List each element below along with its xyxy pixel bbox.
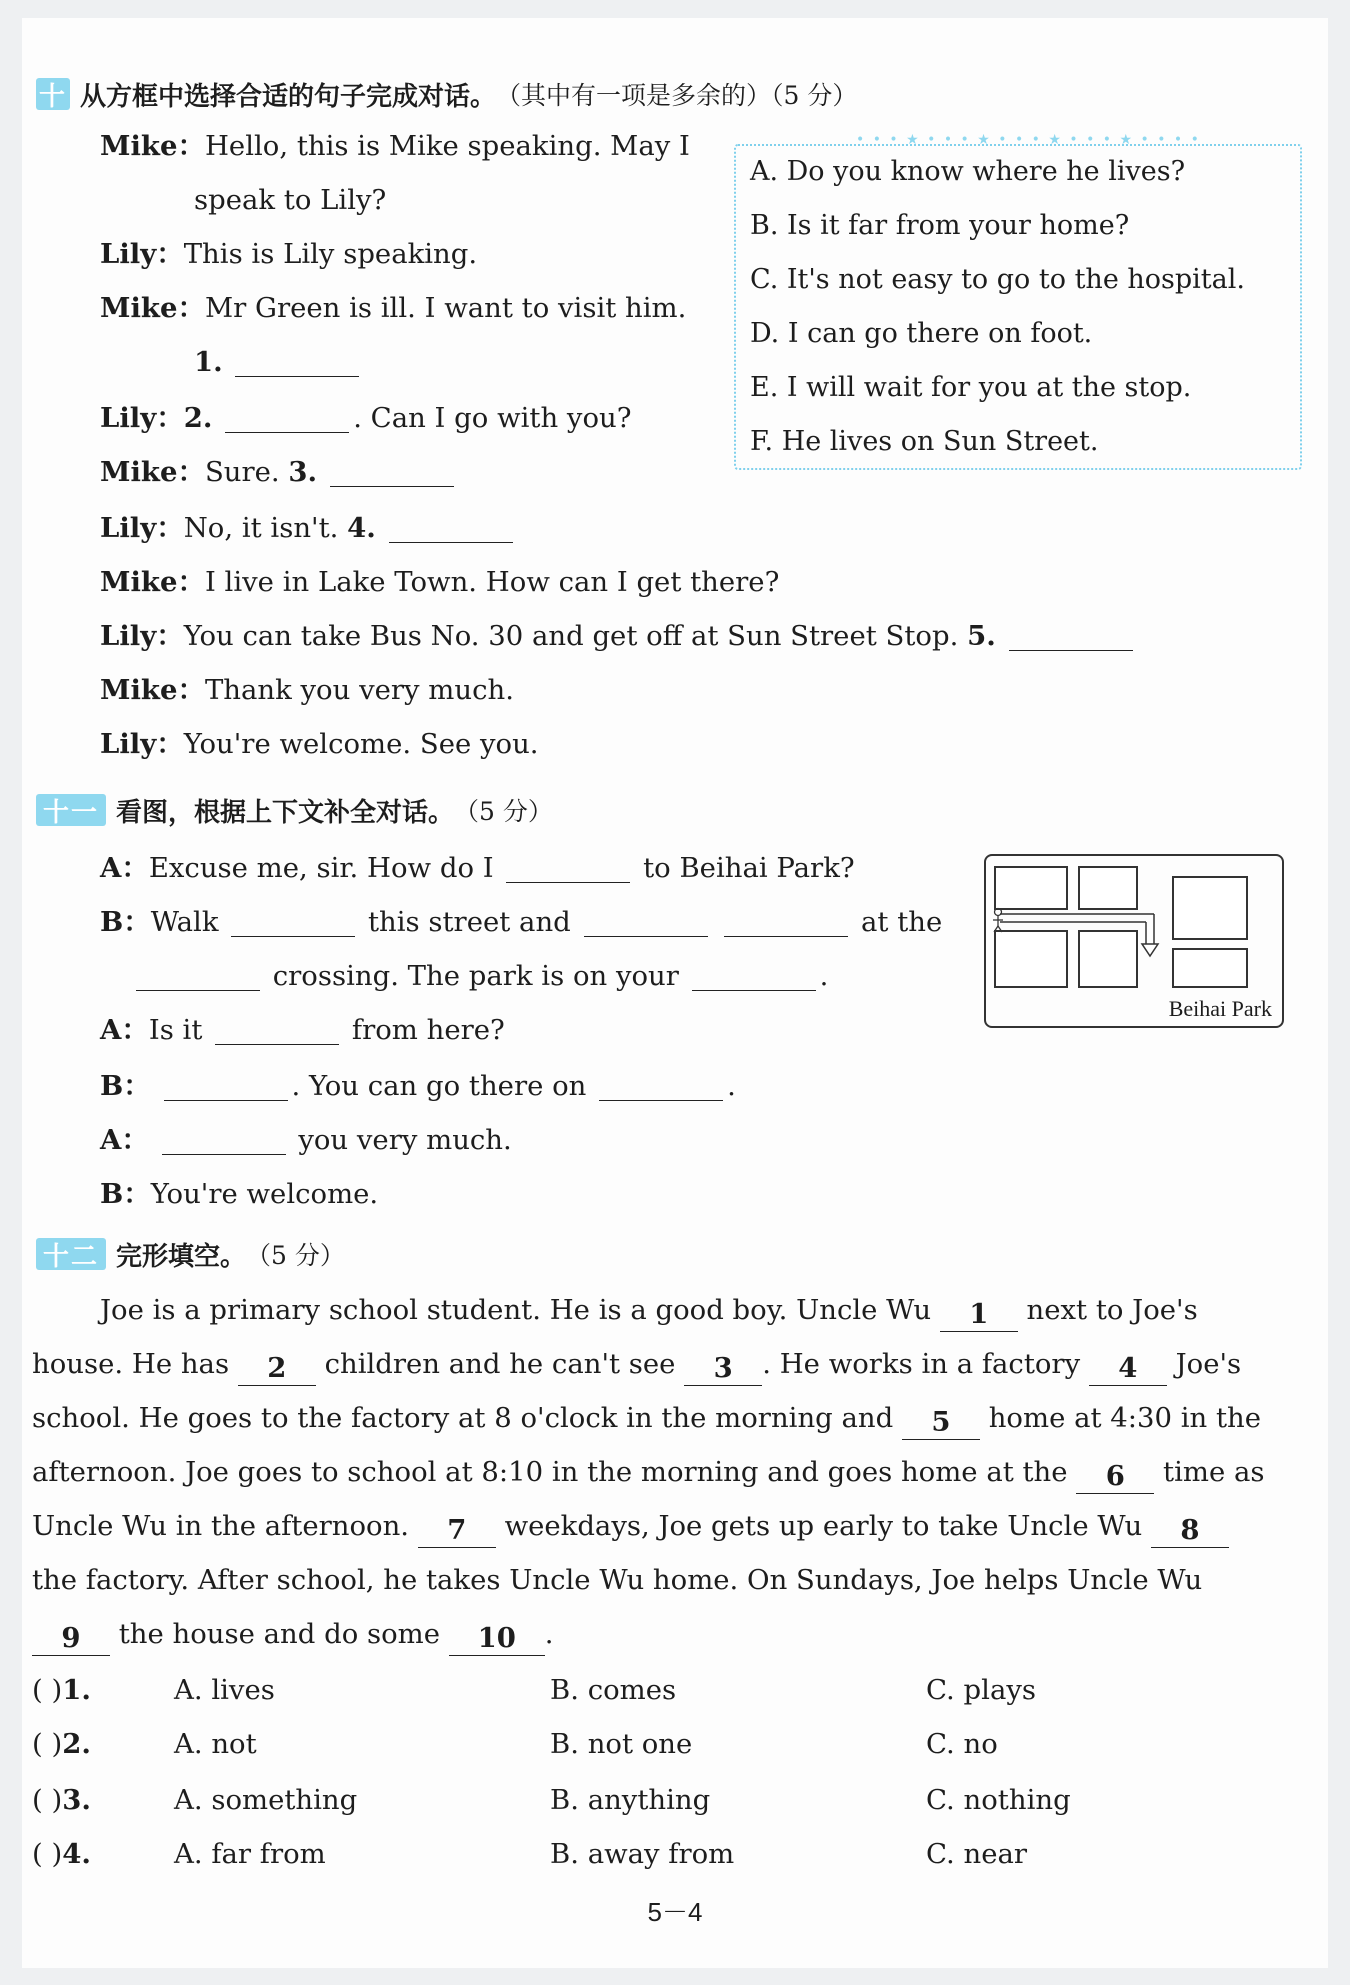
answer-paren[interactable]: ( )	[32, 1674, 63, 1706]
dialogue-text: Mr Green is ill. I want to visit him.	[204, 292, 687, 324]
decorative-stars: • • • ★ • • • ★ • • • ★ • • • ★ • • • •	[856, 132, 1201, 148]
cloze-blank[interactable]: 3	[684, 1353, 762, 1386]
speaker: Lily：	[100, 728, 184, 760]
dialogue-line	[100, 616, 1137, 656]
cloze-blank[interactable]: 8	[1151, 1515, 1229, 1548]
answer-paren[interactable]: ( )	[32, 1784, 63, 1816]
passage-line	[32, 1614, 554, 1656]
section-title: 完形填空。	[116, 1241, 247, 1272]
dialogue-line	[100, 452, 458, 492]
section-note: （其中有一项是多余的）（5 分）	[496, 81, 858, 110]
question-number: 1.	[194, 346, 223, 378]
dialogue-line	[100, 398, 631, 438]
speaker: Lily：	[100, 402, 184, 434]
option-a: A. Do you know where he lives?	[750, 156, 1186, 187]
section-note: （5 分）	[454, 797, 553, 826]
dialogue-text: You're welcome. See you.	[183, 728, 539, 760]
answer-blank[interactable]	[506, 852, 630, 883]
speaker: B：	[100, 1178, 151, 1210]
passage-text: school. He goes to the factory at 8 o'clock in the morning and	[32, 1402, 894, 1434]
answer-blank-3[interactable]	[330, 456, 454, 487]
passage-text: the house and do some	[118, 1618, 441, 1650]
passage-line	[32, 1398, 1261, 1440]
passage-line	[32, 1452, 1265, 1494]
option-b: B. Is it far from your home?	[750, 210, 1130, 241]
speaker: Mike：	[100, 292, 205, 324]
dialogue-line	[100, 508, 517, 548]
dialogue-line	[194, 180, 386, 220]
dialogue-text: Sure.	[204, 456, 280, 488]
choice-c: C. plays	[926, 1674, 1036, 1706]
cloze-blank[interactable]: 5	[902, 1407, 980, 1440]
passage-text: Joe's	[1175, 1348, 1242, 1380]
question-row	[32, 1670, 91, 1710]
dialogue-text: No, it isn't.	[183, 512, 339, 544]
dialogue-text: .	[727, 1070, 736, 1102]
option-box	[734, 132, 1302, 470]
dialogue-text: . Can I go with you?	[353, 402, 632, 434]
passage-text: Uncle Wu in the afternoon.	[32, 1510, 410, 1542]
cloze-blank[interactable]: 4	[1089, 1353, 1167, 1386]
question-number: 1.	[62, 1674, 91, 1706]
dialogue-line	[100, 670, 514, 710]
option-f: F. He lives on Sun Street.	[750, 426, 1099, 457]
dialogue-text: this street and	[367, 906, 571, 938]
passage-text: the factory. After school, he takes Uncle Wu home. On Sundays, Joe helps Uncle Wu	[32, 1564, 1203, 1596]
choice-c: C. near	[926, 1838, 1028, 1870]
dialogue-line	[100, 724, 539, 764]
dialogue-text: You're welcome.	[150, 1178, 379, 1210]
question-row	[32, 1780, 91, 1820]
choice-a: A. something	[174, 1784, 358, 1816]
speaker: Mike：	[100, 566, 205, 598]
question-number: 3.	[288, 456, 318, 488]
dialogue-text: Excuse me, sir. How do I	[148, 852, 494, 884]
option-d: D. I can go there on foot.	[750, 318, 1093, 349]
dialogue-text: Hello, this is Mike speaking. May I	[204, 130, 690, 162]
dialogue-line	[100, 1066, 736, 1106]
cloze-blank[interactable]: 10	[449, 1623, 545, 1656]
question-number: 5.	[967, 620, 996, 652]
speaker: Mike：	[100, 456, 205, 488]
choice-b: B. away from	[550, 1838, 735, 1870]
answer-blank[interactable]	[164, 1070, 288, 1101]
cloze-blank[interactable]: 1	[940, 1299, 1018, 1332]
answer-blank[interactable]	[231, 906, 355, 937]
passage-line	[32, 1344, 1241, 1386]
dialogue-text: This is Lily speaking.	[183, 238, 478, 270]
answer-blank[interactable]	[162, 1124, 286, 1155]
section-12-header	[36, 1234, 345, 1274]
option-c: C. It's not easy to go to the hospital.	[750, 264, 1245, 295]
passage-line	[100, 1290, 1198, 1332]
passage-text: home at 4:30 in the	[988, 1402, 1262, 1434]
passage-text: house. He has	[32, 1348, 230, 1380]
answer-blank[interactable]	[599, 1070, 723, 1101]
section-number-badge: 十	[36, 78, 70, 110]
answer-blank-4[interactable]	[389, 512, 513, 543]
section-11-header	[36, 790, 553, 830]
dialogue-text: from here?	[351, 1014, 505, 1046]
question-row	[32, 1834, 91, 1874]
passage-text: weekdays, Joe gets up early to take Uncle Wu	[504, 1510, 1143, 1542]
dialogue-line	[132, 956, 828, 996]
section-number-badge: 十二	[36, 1238, 106, 1270]
section-10-header	[36, 74, 857, 114]
answer-blank[interactable]	[724, 906, 848, 937]
dialogue-text: . You can go there on	[291, 1070, 587, 1102]
dialogue-line	[100, 902, 942, 942]
worksheet-page	[22, 18, 1328, 1968]
passage-text: .	[544, 1618, 554, 1650]
speaker: A：	[100, 852, 149, 884]
cloze-blank[interactable]: 6	[1076, 1461, 1154, 1494]
answer-blank[interactable]	[584, 906, 708, 937]
dialogue-line	[100, 1010, 505, 1050]
choice-b: B. not one	[550, 1728, 693, 1760]
passage-text: . He works in a factory	[762, 1348, 1081, 1380]
passage-text: time as	[1163, 1456, 1265, 1488]
map-label: Beihai Park	[1168, 996, 1272, 1021]
passage-text: next to Joe's	[1026, 1294, 1198, 1326]
speaker: Lily：	[100, 238, 184, 270]
answer-blank[interactable]	[136, 960, 260, 991]
passage-text: afternoon. Joe goes to school at 8:10 in the morning and goes home at the	[32, 1456, 1068, 1488]
dialogue-text: .	[819, 960, 829, 992]
dialogue-line	[100, 1120, 512, 1160]
speaker: B：	[100, 1070, 151, 1102]
speaker: B：	[100, 906, 151, 938]
section-title: 看图，根据上下文补全对话。	[116, 797, 455, 828]
speaker: Mike：	[100, 130, 205, 162]
cloze-blank[interactable]: 7	[418, 1515, 496, 1548]
dialogue-text: speak to Lily?	[194, 184, 387, 216]
choice-c: C. nothing	[926, 1784, 1071, 1816]
option-e: E. I will wait for you at the stop.	[750, 372, 1192, 403]
passage-text: Joe is a primary school student. He is a good boy. Uncle Wu	[100, 1294, 932, 1326]
dialogue-text: to Beihai Park?	[643, 852, 855, 884]
answer-blank[interactable]	[215, 1014, 339, 1045]
choice-b: B. anything	[550, 1784, 711, 1816]
question-row	[32, 1724, 91, 1764]
answer-blank[interactable]	[692, 960, 816, 991]
section-note: （5 分）	[246, 1241, 345, 1270]
speaker: A：	[100, 1124, 149, 1156]
answer-blank-1[interactable]	[235, 346, 359, 377]
choice-a: A. far from	[174, 1838, 326, 1870]
choice-c: C. no	[926, 1728, 998, 1760]
section-title: 从方框中选择合适的句子完成对话。	[80, 81, 497, 112]
speaker: Lily：	[100, 620, 184, 652]
speaker: A：	[100, 1014, 149, 1046]
speaker: Mike：	[100, 674, 205, 706]
choice-a: A. not	[174, 1728, 257, 1760]
cloze-blank[interactable]: 2	[238, 1353, 316, 1386]
question-number: 4.	[347, 512, 376, 544]
page-number: 5－4	[647, 1897, 703, 1927]
dialogue-text: crossing. The park is on your	[272, 960, 679, 992]
dialogue-text: Walk	[150, 906, 219, 938]
dialogue-text: You can take Bus No. 30 and get off at Sun Street Stop.	[183, 620, 959, 652]
passage-line	[32, 1506, 1229, 1548]
dialogue-line	[194, 342, 363, 382]
dialogue-line	[100, 1174, 378, 1214]
dialogue-line	[100, 234, 477, 274]
cloze-blank[interactable]: 9	[32, 1623, 110, 1656]
dialogue-text: I live in Lake Town. How can I get there?	[204, 566, 780, 598]
speaker: Lily：	[100, 512, 184, 544]
question-number: 2.	[62, 1728, 91, 1760]
question-number: 2.	[183, 402, 213, 434]
answer-blank-2[interactable]	[225, 402, 349, 433]
dialogue-line	[100, 848, 855, 888]
dialogue-line	[100, 126, 690, 166]
answer-blank-5[interactable]	[1009, 620, 1133, 651]
question-number: 3.	[62, 1784, 91, 1816]
dialogue-text: Is it	[148, 1014, 203, 1046]
answer-paren[interactable]: ( )	[32, 1728, 63, 1760]
dialogue-text: Thank you very much.	[204, 674, 514, 706]
question-number: 4.	[62, 1838, 91, 1870]
street-map	[984, 854, 1284, 1028]
passage-text: children and he can't see	[324, 1348, 676, 1380]
passage-line	[32, 1560, 1202, 1600]
dialogue-text: at the	[861, 906, 943, 938]
choice-a: A. lives	[174, 1674, 275, 1706]
answer-paren[interactable]: ( )	[32, 1838, 63, 1870]
dialogue-line	[100, 288, 686, 328]
choice-b: B. comes	[550, 1674, 677, 1706]
dialogue-text: you very much.	[298, 1124, 512, 1156]
section-number-badge: 十一	[36, 794, 106, 826]
dialogue-line	[100, 562, 779, 602]
